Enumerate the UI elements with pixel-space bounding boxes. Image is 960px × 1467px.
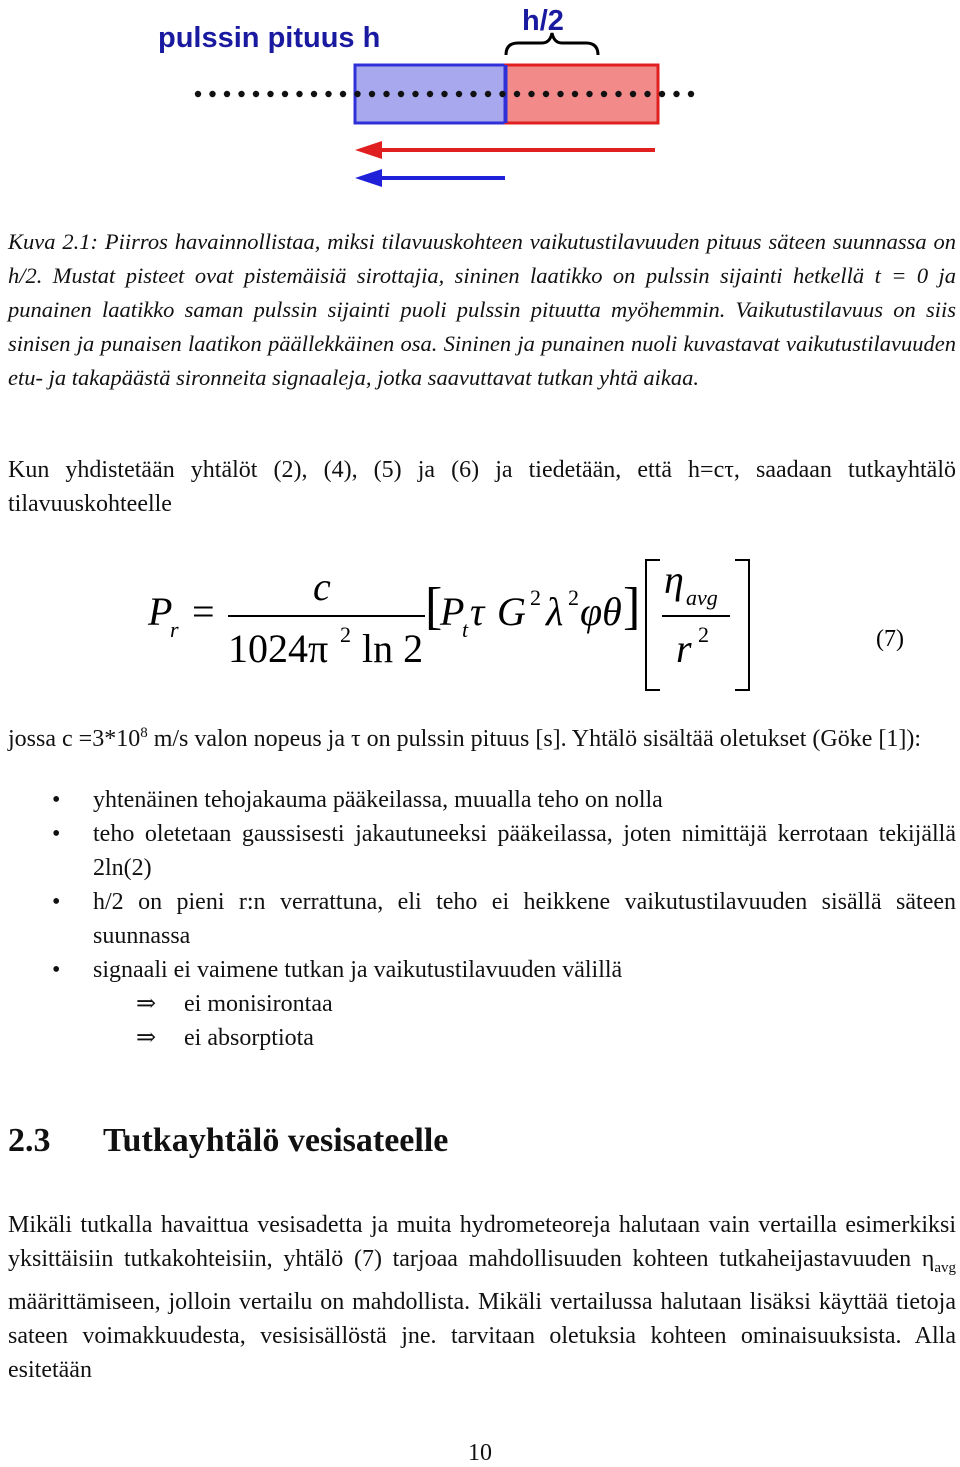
- bullet-icon: •: [52, 821, 61, 847]
- eq-equals: =: [192, 589, 215, 634]
- eq-eta: η: [664, 557, 684, 602]
- eq-lhs-sub: r: [170, 617, 179, 642]
- scatterer-dot: [296, 91, 302, 97]
- list-item-text: signaali ei vaimene tutkan ja vaikutustilavuuden välillä: [93, 957, 623, 983]
- blue-arrow: [355, 169, 505, 187]
- radar-equation: [0, 545, 960, 695]
- scatterer-dot: [528, 91, 534, 97]
- scatterer-dot: [253, 91, 259, 97]
- section-text-sub: avg: [934, 1259, 956, 1276]
- scatterer-dot: [369, 91, 375, 97]
- section-heading: [8, 1122, 448, 1160]
- eq-pt-sub: t: [462, 617, 469, 642]
- section-text-b: määrittämiseen, jolloin vertailu on mahdollista. Mikäli vertailussa halutaan lisäksi käyttää tietoja sateen voimakkuudesta, vesisisällöstä jne. tarvitaan oletuksia kohteen ominaisuuksista. Alla esitetään: [8, 1288, 956, 1383]
- scatterer-dot: [644, 91, 650, 97]
- list-item-text: teho oletetaan gaussisesti jakautuneeksi pääkeilassa, joten nimittäjä kerrotaan tekijällä 2ln(2): [93, 821, 956, 881]
- scatterer-dot: [601, 91, 607, 97]
- eq-frac1-den-sup: 2: [340, 622, 351, 647]
- scatterer-dot: [586, 91, 592, 97]
- scatterer-dot: [427, 91, 433, 97]
- scatterer-dot: [398, 91, 404, 97]
- assumptions-exponent: 8: [140, 725, 148, 741]
- assumptions-text-b: m/s valon nopeus ja τ on pulssin pituus [s]. Yhtälö sisältää oletukset (Göke [1]):: [147, 726, 921, 752]
- scatterer-dot: [224, 91, 230, 97]
- scatterer-dot: [340, 91, 346, 97]
- eq-frac1-denominator: 1024π: [228, 626, 329, 671]
- section-paragraph: [8, 1208, 956, 1387]
- assumptions-paragraph: [8, 716, 956, 756]
- list-item-text: yhtenäinen tehojakauma pääkeilassa, muualla teho on nolla: [93, 787, 663, 813]
- intro-paragraph: Kun yhdistetään yhtälöt (2), (4), (5) ja (6) ja tiedetään, että h=cτ, saadaan tutkayhtälö tilavuuskohteelle: [8, 457, 956, 517]
- eq-number: (7): [876, 626, 904, 652]
- eq-tau: τ: [470, 589, 485, 634]
- scatterer-dot: [514, 91, 520, 97]
- section-title: Tutkayhtälö vesisateelle: [103, 1122, 449, 1159]
- eq-phi-theta: φθ: [580, 589, 622, 634]
- eq-r-sup: 2: [698, 622, 709, 647]
- half-pulse-label: h/2: [522, 5, 564, 37]
- scatterer-dot: [688, 91, 694, 97]
- scatterer-dot: [195, 91, 201, 97]
- scatterer-dot: [470, 91, 476, 97]
- pulse-length-label: pulssin pituus h: [158, 22, 381, 54]
- eq-lambda-sup: 2: [568, 585, 579, 610]
- list-item: [8, 783, 956, 817]
- bullet-icon: •: [52, 787, 61, 813]
- eq-g: G: [497, 589, 526, 634]
- scatterer-dot: [383, 91, 389, 97]
- implies-arrow-icon: ⇒: [136, 991, 157, 1017]
- scatterer-dot: [412, 91, 418, 97]
- scatterer-dot: [267, 91, 273, 97]
- scatterer-dot: [557, 91, 563, 97]
- sub-list-item: [8, 987, 956, 1021]
- scatterer-dot: [572, 91, 578, 97]
- scatterer-dot: [543, 91, 549, 97]
- list-item: [8, 885, 956, 953]
- eq-frac1-ln2: ln 2: [362, 626, 424, 671]
- eq-big-close-bracket: [735, 560, 749, 690]
- assumptions-text-a: jossa c =3*10: [8, 726, 141, 752]
- bullet-icon: •: [52, 957, 61, 983]
- scatterer-dot: [238, 91, 244, 97]
- list-item: [8, 953, 956, 987]
- scatterer-dots: [195, 91, 694, 97]
- implies-arrow-icon: ⇒: [136, 1025, 157, 1051]
- figure-caption: Kuva 2.1: Piirros havainnollistaa, miksi tilavuuskohteen vaikutustilavuuden pituus säteen suunnassa on h/2. Mustat pisteet ovat pistemäisiä sirottajia, sininen laatikko on pulssin sijainti hetkellä t = 0 ja punainen laatikko saman pulssin sijainti puoli pulssin pituutta myöhemmin. Vaikutustilavuus on siis sinisen ja punaisen laatikon päällekkäinen osa. Sininen ja punainen nuoli kuvastavat vaikutustilavuuden etu- ja takapäästä sironneita signaaleja, jotka saavuttavat tutkan yhtä aikaa.: [8, 229, 956, 390]
- scatterer-dot: [499, 91, 505, 97]
- half-pulse-brace: [506, 33, 598, 55]
- sub-list-item: [8, 1021, 956, 1055]
- page-number: 10: [468, 1440, 492, 1466]
- list-item-text: h/2 on pieni r:n verrattuna, eli teho ei heikkene vaikutustilavuuden sisällä säteen suunnassa: [93, 889, 956, 949]
- scatterer-dot: [282, 91, 288, 97]
- scatterer-dot: [325, 91, 331, 97]
- red-arrow: [355, 141, 655, 159]
- eq-pt: P: [440, 589, 465, 634]
- section-text-a: Mikäli tutkalla havaittua vesisadetta ja muita hydrometeoreja halutaan vain vertailla esimerkiksi yksittäisiin tutkakohteisiin, yhtälö (7) tarjoaa mahdollisuuden kohteen tutkaheijastavuuden η: [8, 1212, 956, 1272]
- scatterer-dot: [630, 91, 636, 97]
- scatterer-dot: [311, 91, 317, 97]
- scatterer-dot: [615, 91, 621, 97]
- scatterer-dot: [354, 91, 360, 97]
- eq-close-bracket: ]: [623, 578, 641, 635]
- assumptions-list: [8, 783, 956, 1055]
- pulse-diagram: [150, 0, 710, 195]
- eq-lhs: P: [148, 589, 173, 634]
- eq-open-bracket: [: [425, 578, 443, 635]
- list-item: [8, 817, 956, 885]
- scatterer-dot: [485, 91, 491, 97]
- eq-big-open-bracket: [646, 560, 660, 690]
- sub-list-item-text: ei monisirontaa: [184, 991, 333, 1017]
- eq-frac1-numerator: c: [313, 564, 331, 609]
- eq-g-sup: 2: [530, 585, 541, 610]
- scatterer-dot: [209, 91, 215, 97]
- eq-eta-sub: avg: [686, 585, 718, 610]
- eq-r: r: [676, 626, 692, 671]
- scatterer-dot: [673, 91, 679, 97]
- section-number: 2.3: [8, 1122, 51, 1159]
- scatterer-dot: [441, 91, 447, 97]
- bullet-icon: •: [52, 889, 61, 915]
- scatterer-dot: [456, 91, 462, 97]
- sub-list-item-text: ei absorptiota: [184, 1025, 314, 1051]
- scatterer-dot: [659, 91, 665, 97]
- eq-lambda: λ: [546, 589, 564, 634]
